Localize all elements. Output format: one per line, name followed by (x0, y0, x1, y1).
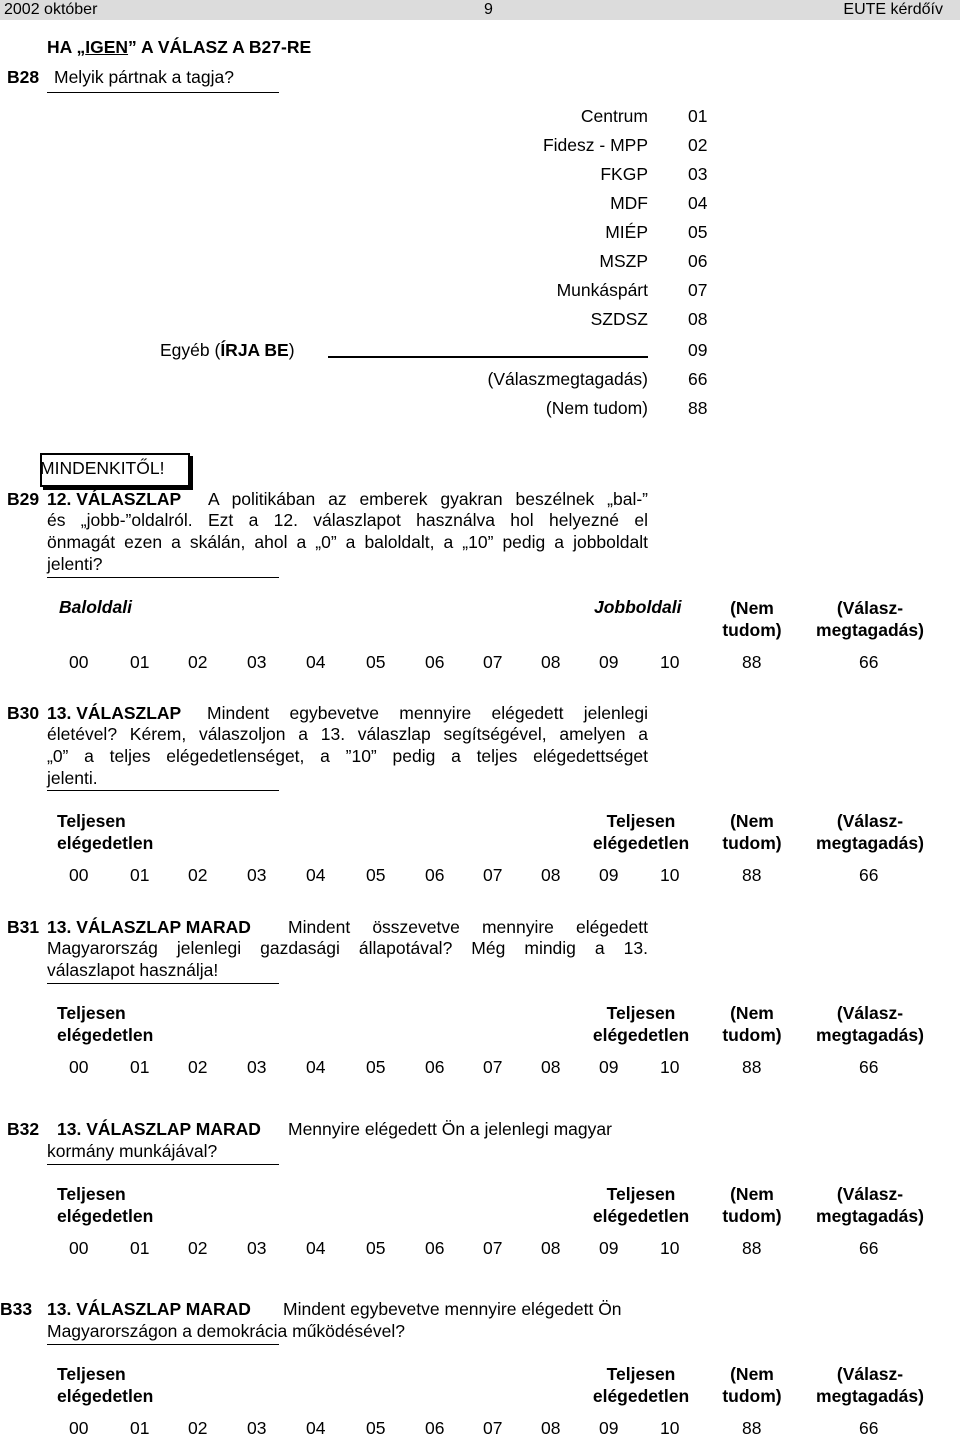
scale-value[interactable]: 07 (483, 865, 503, 885)
other-option-code: 09 (688, 340, 708, 360)
scale-value[interactable]: 00 (69, 1238, 89, 1258)
scale-value[interactable]: 04 (306, 1057, 326, 1077)
question-text-b29-line3: önmagát ezen a skálán, ahol a „0” a baloldalt, a „10” pedig a jobboldalt (47, 532, 648, 552)
showcard-b31: 13. VÁLASZLAP MARAD (47, 917, 251, 937)
scale-value[interactable]: 00 (69, 1418, 89, 1438)
showcard-b33: 13. VÁLASZLAP MARAD (47, 1299, 251, 1319)
scale-value[interactable]: 10 (660, 652, 680, 672)
refused-code[interactable]: 66 (859, 865, 879, 885)
scale-value[interactable]: 04 (306, 1238, 326, 1258)
scale-value[interactable]: 05 (366, 1238, 386, 1258)
scale-value[interactable]: 03 (247, 1057, 267, 1077)
dontknow-option-code: 88 (688, 398, 708, 418)
dontknow-code[interactable]: 88 (742, 1057, 762, 1077)
scale-value[interactable]: 03 (247, 1418, 267, 1438)
scale-value[interactable]: 10 (660, 1057, 680, 1077)
scale-value[interactable]: 06 (425, 1057, 445, 1077)
party-option-label: FKGP (600, 164, 648, 184)
question-code-b30: B30 (7, 703, 40, 723)
question-text-b29-line1: A politikában az emberek gyakran beszélnek „bal-” (208, 489, 648, 509)
scale-value[interactable]: 03 (247, 652, 267, 672)
party-option-code: 04 (688, 193, 708, 213)
scale-value[interactable]: 03 (247, 1238, 267, 1258)
dontknow-code[interactable]: 88 (742, 652, 762, 672)
question-text-b31-line2: Magyarország jelenlegi gazdasági állapotával? Még mindig a 13. (47, 938, 648, 958)
party-option-label: Munkáspárt (556, 280, 648, 300)
other-option-label: Egyéb (ÍRJA BE) (160, 340, 295, 360)
question-text-b30-line4: jelenti. (47, 768, 98, 788)
scale-value[interactable]: 08 (541, 652, 561, 672)
scale-left-label: Teljesen elégedetlen (57, 1003, 154, 1045)
scale-value[interactable]: 06 (425, 865, 445, 885)
scale-value[interactable]: 01 (130, 1057, 150, 1077)
question-text-b33-line1: Mindent egybevetve mennyire elégedett Ön (283, 1299, 622, 1319)
scale-right-label: Jobboldali (594, 597, 682, 617)
question-text-b29-line4: jelenti? (47, 554, 103, 574)
party-option-code: 01 (688, 106, 708, 126)
question-code-b32: B32 (7, 1119, 40, 1139)
scale-value[interactable]: 02 (188, 652, 208, 672)
scale-value[interactable]: 02 (188, 865, 208, 885)
party-option-label: Fidesz - MPP (542, 135, 648, 155)
scale-value[interactable]: 07 (483, 652, 503, 672)
party-option-code: 08 (688, 309, 708, 329)
refused-option-label: (Válaszmegtagadás) (487, 369, 648, 389)
refused-code[interactable]: 66 (859, 1057, 879, 1077)
header-doc-title: EUTE kérdőív (843, 1, 943, 18)
scale-value[interactable]: 02 (188, 1057, 208, 1077)
scale-value[interactable]: 05 (366, 1057, 386, 1077)
scale-value[interactable]: 02 (188, 1238, 208, 1258)
question-code-b28: B28 (7, 67, 40, 87)
question-text-b33-line2: Magyarországon a demokrácia működésével? (47, 1321, 405, 1341)
refused-code[interactable]: 66 (859, 652, 879, 672)
scale-value[interactable]: 04 (306, 1418, 326, 1438)
scale-value[interactable]: 03 (247, 865, 267, 885)
scale-value[interactable]: 00 (69, 865, 89, 885)
notice-text: MINDENKITŐL! (40, 458, 165, 478)
dontknow-header: (Nem tudom) (722, 1364, 782, 1406)
scale-value[interactable]: 07 (483, 1238, 503, 1258)
scale-value[interactable]: 01 (130, 652, 150, 672)
scale-left-label: Baloldali (59, 597, 132, 617)
question-text-b32-line1: Mennyire elégedett Ön a jelenlegi magyar (288, 1119, 612, 1139)
question-text-b31-line1: Mindent összevetve mennyire elégedett (288, 917, 648, 937)
question-separator (47, 983, 279, 984)
refused-header: (Válasz- megtagadás) (816, 598, 924, 640)
scale-value[interactable]: 08 (541, 865, 561, 885)
party-option-label: SZDSZ (590, 309, 648, 329)
question-text-b29-line2: és „jobb-”oldalról. Ezt a 12. válaszlapot használva hol helyezné el (47, 510, 648, 530)
scale-value[interactable]: 10 (660, 1238, 680, 1258)
scale-value[interactable]: 00 (69, 652, 89, 672)
question-text-b30-line2: életével? Kérem, válaszoljon a 13. válaszlap segítségével, amelyen a (47, 724, 648, 744)
refused-option-code: 66 (688, 369, 708, 389)
scale-value[interactable]: 08 (541, 1238, 561, 1258)
refused-header: (Válasz- megtagadás) (816, 1184, 924, 1226)
refused-header: (Válasz- megtagadás) (816, 811, 924, 853)
question-code-b29: B29 (7, 489, 40, 509)
dontknow-header: (Nem tudom) (722, 598, 782, 640)
party-option-code: 07 (688, 280, 708, 300)
question-text-b31-line3: válaszlapot használja! (47, 960, 219, 980)
scale-left-label: Teljesen elégedetlen (57, 1184, 154, 1226)
scale-value[interactable]: 10 (660, 865, 680, 885)
question-text-b30-line3: „0” a teljes elégedetlenséget, a ”10” pedig a teljes elégedettséget (47, 746, 648, 766)
scale-value[interactable]: 10 (660, 1418, 680, 1438)
header-date: 2002 október (4, 1, 98, 18)
filter-instruction: HA „IGEN” A VÁLASZ A B27-RE (47, 37, 312, 57)
scale-value[interactable]: 09 (599, 1057, 619, 1077)
scale-value[interactable]: 00 (69, 1057, 89, 1077)
party-option-label: Centrum (580, 106, 648, 126)
question-code-b33: B33 (0, 1299, 33, 1319)
scale-value[interactable]: 09 (599, 1418, 619, 1438)
refused-code[interactable]: 66 (859, 1238, 879, 1258)
scale-value[interactable]: 01 (130, 865, 150, 885)
scale-value[interactable]: 01 (130, 1418, 150, 1438)
scale-value[interactable]: 05 (366, 652, 386, 672)
question-separator (47, 577, 279, 578)
dontknow-header: (Nem tudom) (722, 1184, 782, 1226)
question-text-b28: Melyik pártnak a tagja? (54, 67, 234, 87)
scale-right-label: Teljesen elégedetlen (592, 1184, 690, 1226)
party-option-label: MSZP (599, 251, 648, 271)
scale-value[interactable]: 05 (366, 1418, 386, 1438)
scale-right-label: Teljesen elégedetlen (592, 1003, 690, 1045)
scale-left-label: Teljesen elégedetlen (57, 1364, 154, 1406)
question-separator (47, 1164, 279, 1165)
showcard-b30: 13. VÁLASZLAP (47, 703, 182, 723)
scale-right-label: Teljesen elégedetlen (592, 811, 690, 853)
question-code-b31: B31 (7, 917, 40, 937)
party-option-code: 05 (688, 222, 708, 242)
scale-value[interactable]: 01 (130, 1238, 150, 1258)
scale-value[interactable]: 06 (425, 1238, 445, 1258)
showcard-b32: 13. VÁLASZLAP MARAD (57, 1119, 261, 1139)
scale-left-label: Teljesen elégedetlen (57, 811, 154, 853)
showcard-b29: 12. VÁLASZLAP (47, 489, 182, 509)
party-option-label: MDF (610, 193, 648, 213)
question-text-b32-line2: kormány munkájával? (47, 1141, 218, 1161)
scale-value[interactable]: 07 (483, 1418, 503, 1438)
question-separator (47, 92, 279, 93)
refused-header: (Válasz- megtagadás) (816, 1003, 924, 1045)
scale-value[interactable]: 04 (306, 652, 326, 672)
refused-code[interactable]: 66 (859, 1418, 879, 1438)
scale-value[interactable]: 04 (306, 865, 326, 885)
dontknow-header: (Nem tudom) (722, 811, 782, 853)
page-header (0, 0, 960, 20)
question-separator (47, 790, 279, 791)
page-number: 9 (484, 1, 493, 18)
dontknow-code[interactable]: 88 (742, 865, 762, 885)
question-separator (47, 1344, 279, 1345)
scale-value[interactable]: 08 (541, 1418, 561, 1438)
scale-value[interactable]: 02 (188, 1418, 208, 1438)
scale-value[interactable]: 09 (599, 652, 619, 672)
party-option-code: 03 (688, 164, 708, 184)
dontknow-option-label: (Nem tudom) (545, 398, 648, 418)
write-in-line[interactable] (328, 356, 648, 358)
party-option-code: 06 (688, 251, 708, 271)
dontknow-code[interactable]: 88 (742, 1418, 762, 1438)
scale-value[interactable]: 08 (541, 1057, 561, 1077)
scale-value[interactable]: 06 (425, 652, 445, 672)
party-option-label: MIÉP (605, 222, 648, 242)
scale-value[interactable]: 07 (483, 1057, 503, 1077)
scale-value[interactable]: 09 (599, 865, 619, 885)
scale-value[interactable]: 05 (366, 865, 386, 885)
dontknow-header: (Nem tudom) (722, 1003, 782, 1045)
question-text-b30-line1: Mindent egybevetve mennyire elégedett jelenlegi (207, 703, 648, 723)
party-option-code: 02 (688, 135, 708, 155)
scale-right-label: Teljesen elégedetlen (592, 1364, 690, 1406)
refused-header: (Válasz- megtagadás) (816, 1364, 924, 1406)
scale-value[interactable]: 06 (425, 1418, 445, 1438)
dontknow-code[interactable]: 88 (742, 1238, 762, 1258)
scale-value[interactable]: 09 (599, 1238, 619, 1258)
